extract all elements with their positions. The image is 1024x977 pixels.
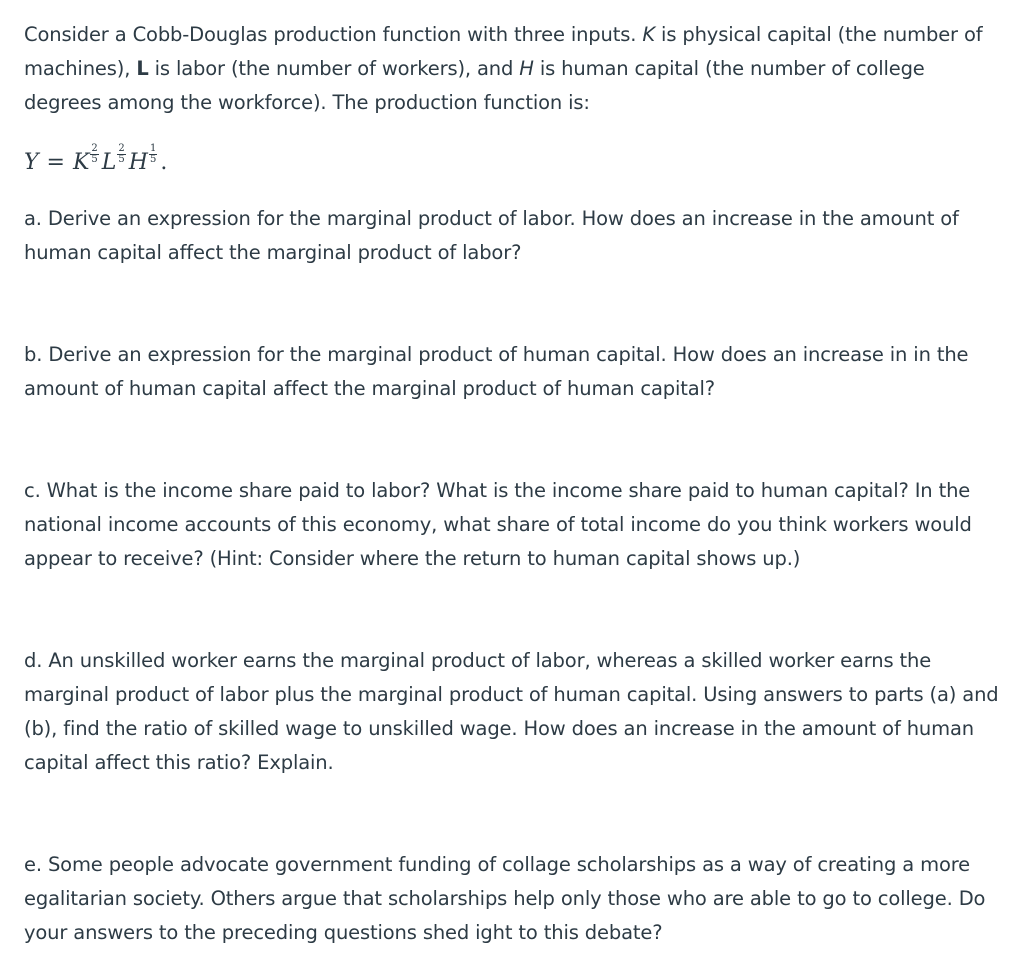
question-d: d. An unskilled worker earns the marginal product of labor, whereas a skilled worker earns the marginal product of labor plus the marginal product of human capital. Using answers to parts (a) and (b), find the ratio of skilled wage to unskilled wage. How does an increase in the amount of human capital affect this ratio? Explain. (24, 649, 999, 774)
formula-l-exponent (117, 144, 125, 165)
formula-h-exponent (149, 144, 157, 165)
intro-var-l: L (136, 57, 149, 80)
question-content (24, 18, 1004, 950)
intro-paragraph (24, 18, 1004, 120)
intro-text-4: is human capital (the number of college degrees among the workforce). The production function is: (24, 57, 925, 114)
intro-var-k: K (642, 23, 655, 46)
question-a: a. Derive an expression for the marginal product of labor. How does an increase in the amount of human capital affect the marginal product of labor? (24, 207, 959, 264)
intro-var-h: H (519, 57, 534, 80)
formula-y: Y (24, 149, 39, 175)
formula-equals: = (46, 149, 65, 175)
formula-h-exp-num: 1 (149, 142, 157, 154)
intro-text-2: is physical capital (the number of machines), (24, 23, 983, 80)
formula-k: K (72, 149, 90, 175)
formula-l: L (101, 149, 117, 175)
question-c: c. What is the income share paid to labor? What is the income share paid to human capital? In the national income accounts of this economy, what share of total income do you think workers would appear to receive? (Hint: Consider where the return to human capital shows up.) (24, 479, 972, 570)
question-e: e. Some people advocate government funding of collage scholarships as a way of creating a more egalitarian society. Others argue that scholarships help only those who are able to go to college. Do your answers to the preceding questions shed ight to this debate? (24, 853, 986, 944)
formula-l-exp-den: 5 (118, 153, 125, 165)
intro-text-3: is labor (the number of workers), and (148, 57, 520, 80)
production-function-formula (24, 142, 1004, 182)
formula-h: H (128, 149, 148, 175)
formula-period: . (160, 149, 168, 175)
formula-l-exp-num: 2 (118, 142, 125, 154)
formula-k-exp-den: 5 (91, 153, 98, 165)
formula-k-exponent (90, 144, 98, 165)
intro-text-1: Consider a Cobb-Douglas production function with three inputs. (24, 23, 643, 46)
question-b: b. Derive an expression for the marginal product of human capital. How does an increase in in the amount of human capital affect the marginal product of human capital? (24, 343, 969, 400)
formula-k-exp-num: 2 (91, 142, 98, 154)
formula-h-exp-den: 5 (149, 153, 157, 165)
